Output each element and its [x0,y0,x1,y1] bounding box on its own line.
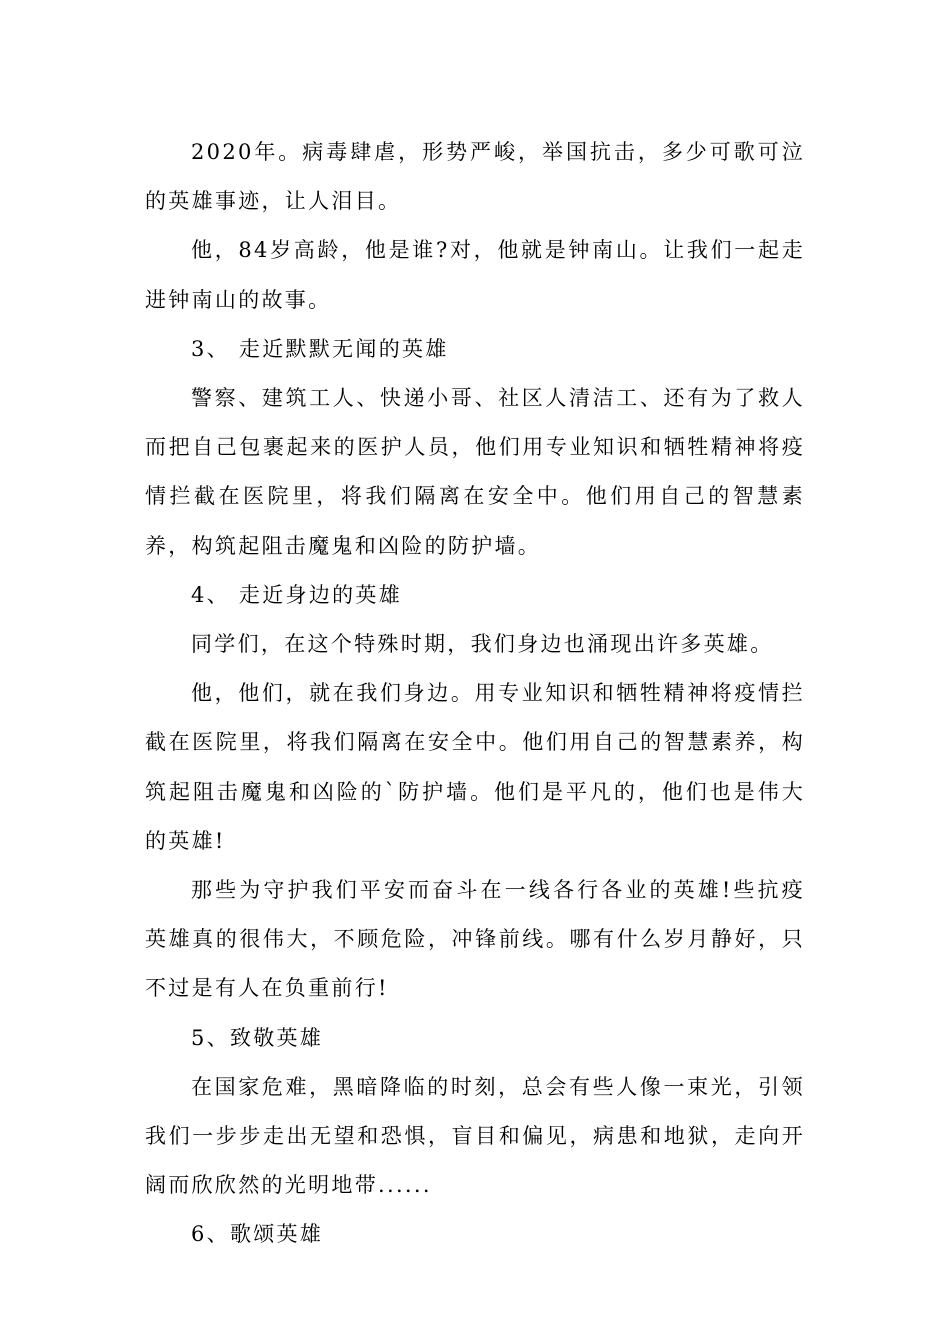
paragraph-zhong-nanshan: 他，84岁高龄，他是谁?对，他就是钟南山。让我们一起走进钟南山的故事。 [145,238,805,312]
section-heading-4: 4、 走近身边的英雄 [191,582,403,607]
paragraph-classmates: 同学们，在这个特殊时期，我们身边也涌现出许多英雄。 [191,632,774,657]
paragraph-frontline: 那些为守护我们平安而奋斗在一线各行各业的英雄!些抗疫英雄真的很伟大，不顾危险，冲锋前线。哪有什么岁月静好，只不过是有人在负重前行! [145,878,805,1001]
paragraph-around-us: 他，他们，就在我们身边。用专业知识和牺牲精神将疫情拦截在医院里，将我们隔离在安全中。他们用自己的智慧素养，构筑起阻击魔鬼和凶险的`防护墙。他们是平凡的，他们也是伟大的英雄! [145,681,805,853]
document-body [145,128,805,1260]
paragraph-tribute: 在国家危难，黑暗降临的时刻，总会有些人像一束光，引领我们一步步走出无望和恐惧，盲目和偏见，病患和地狱，走向开阔而欣欣然的光明地带...... [145,1074,805,1198]
section-heading-5: 5、致敬英雄 [191,1025,324,1050]
section-heading-6: 6、歌颂英雄 [191,1222,324,1247]
paragraph-intro: 2020年。病毒肆虐，形势严峻，举国抗击，多少可歌可泣的英雄事迹，让人泪目。 [145,140,805,214]
section-heading-3: 3、 走近默默无闻的英雄 [191,336,449,361]
paragraph-unsung-heroes: 警察、建筑工人、快递小哥、社区人清洁工、还有为了救人而把自己包裹起来的医护人员，他们用专业知识和牺牲精神将疫情拦截在医院里，将我们隔离在安全中。他们用自己的智慧素养，构筑起阻击魔鬼和凶险的防护墙。 [145,386,805,558]
